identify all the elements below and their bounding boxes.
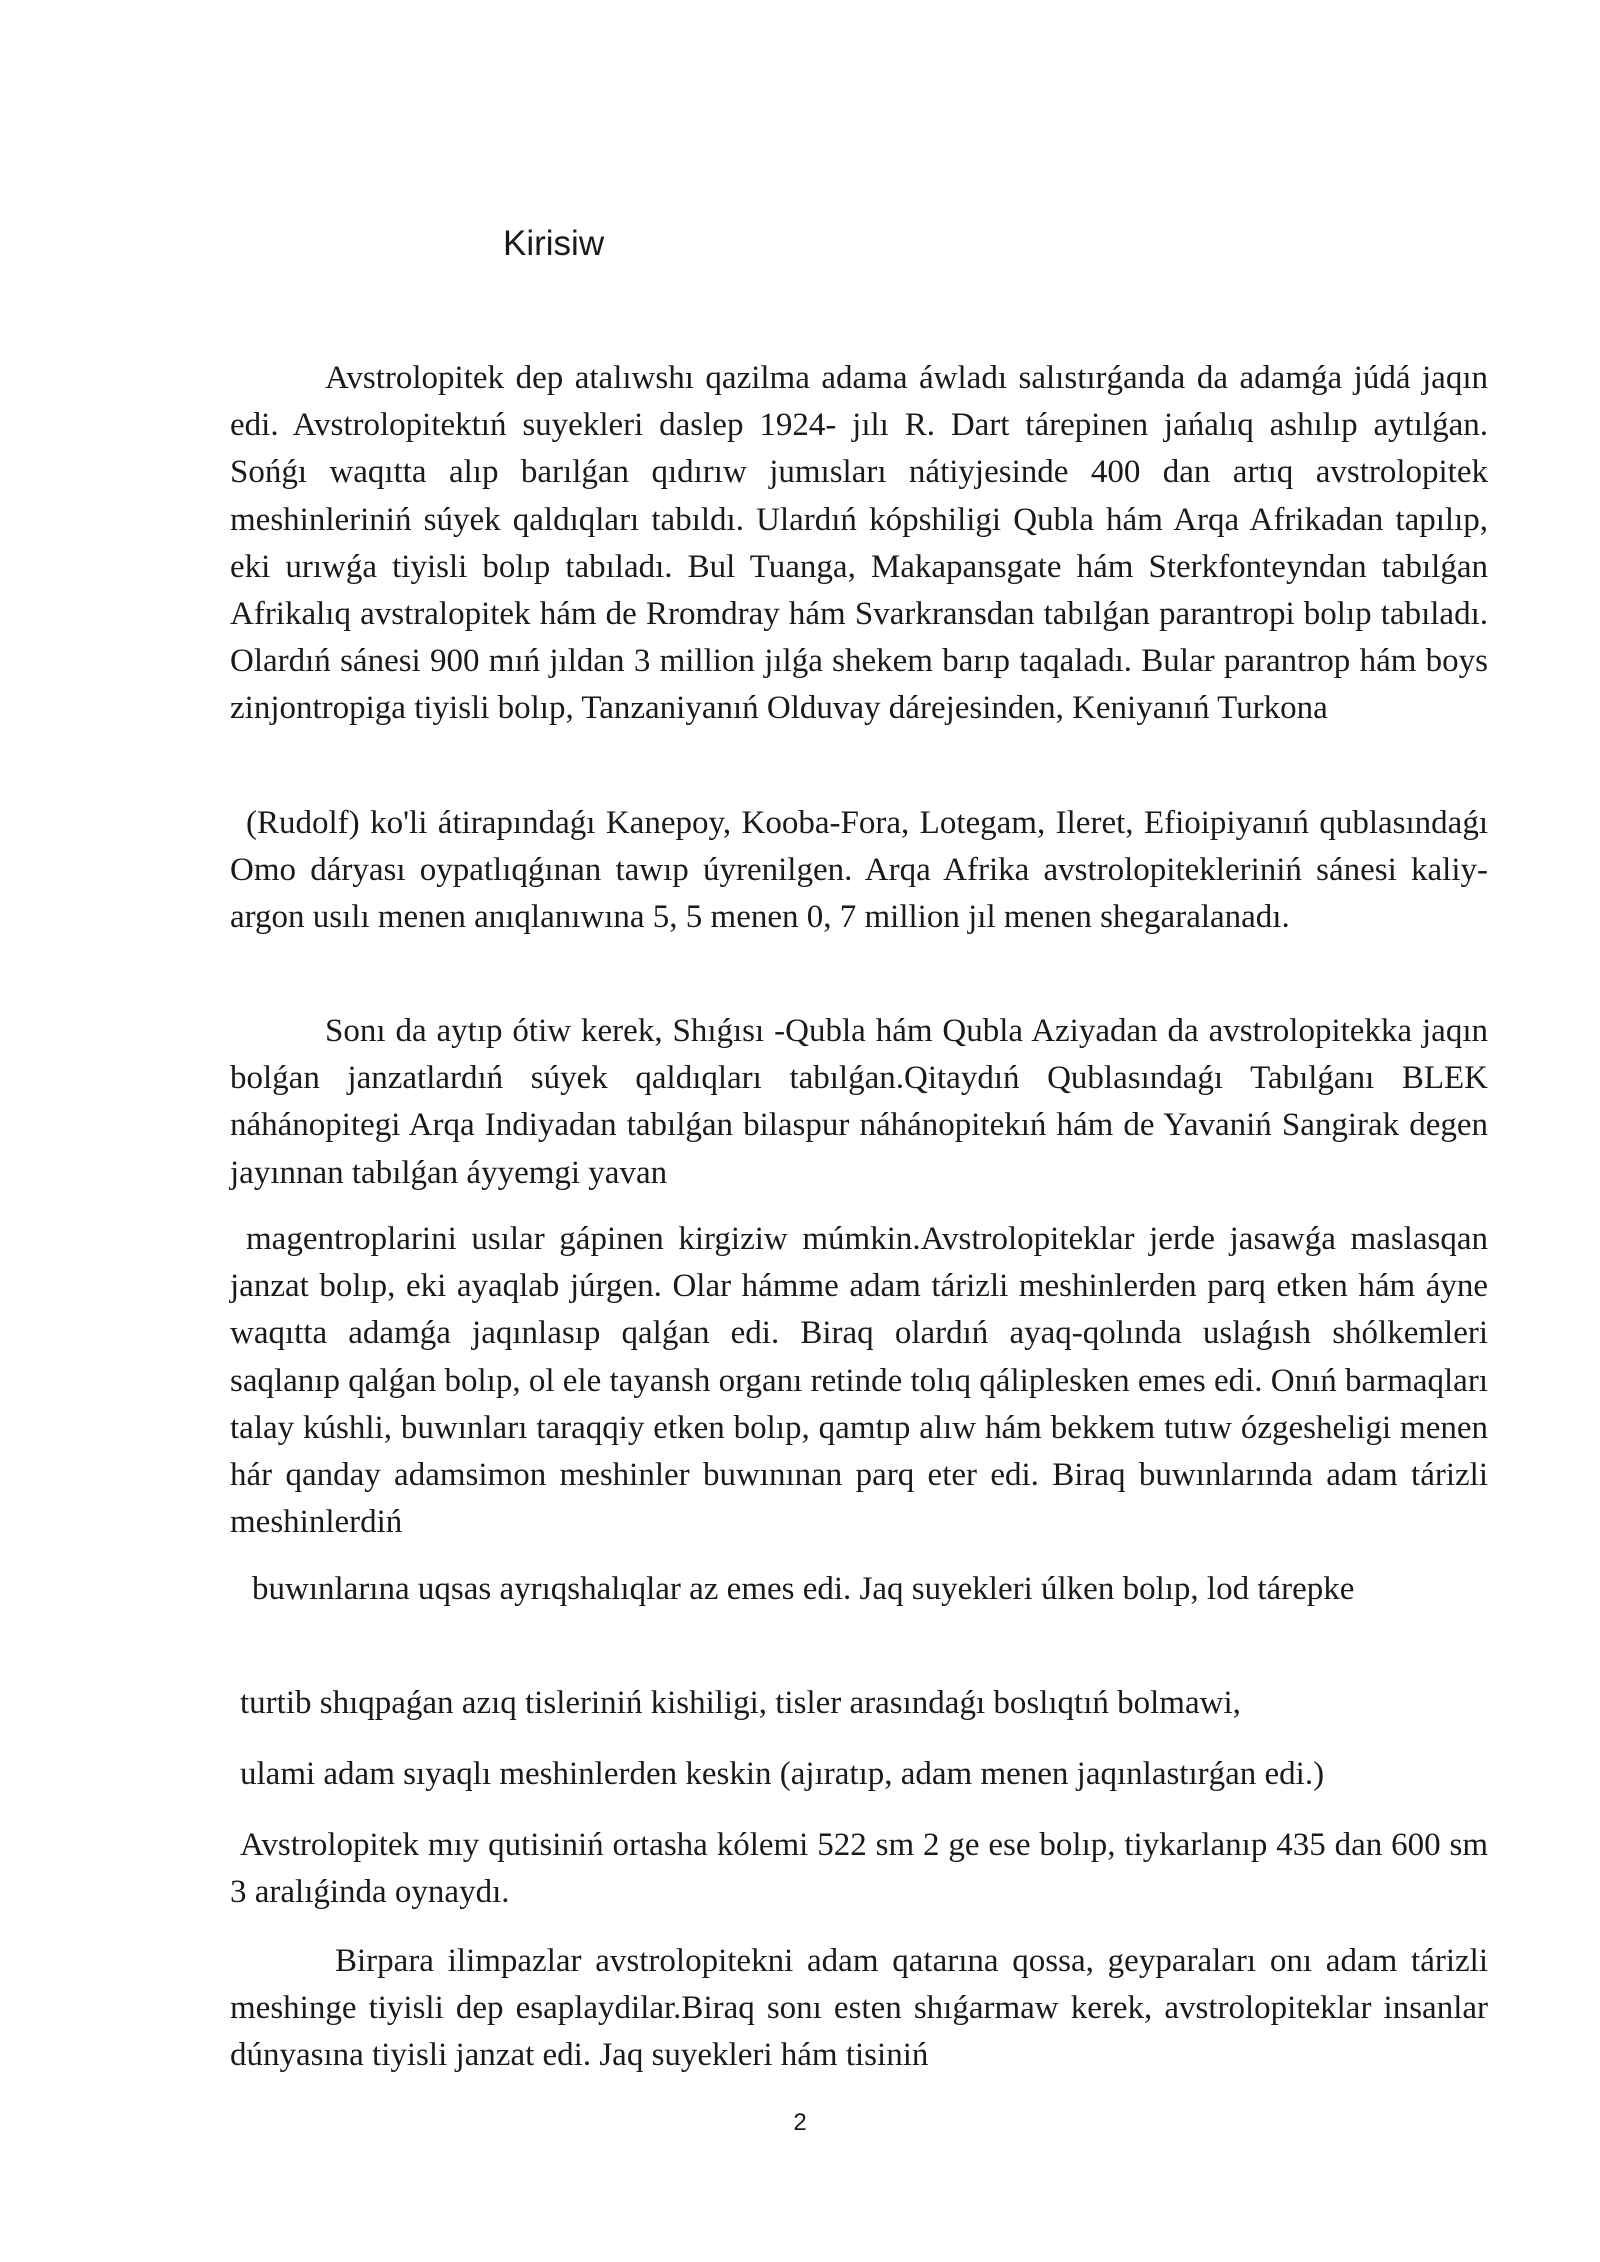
page-number: 2 xyxy=(793,2109,807,2136)
paragraph-1: Avstrolopitek dep atalıwshı qazilma adama áwladı salıstırǵanda da adamǵa júdá jaqın edi. Avstrolopitektıń suyekleri daslep 1924- jılı R. Dart tárepinen jańalıq ashılıp aytılǵan. Sońǵı waqıtta alıp barılǵan qıdırıw jumısları nátiyjesinde 400 dan artıq avstrolopitek meshinleriniń súyek qaldıqları tabıldı. Ulardıń kópshiligi Qubla hám Arqa Afrikadan tapılıp, eki urıwǵa tiyisli bolıp tabıladı. Bul Tuanga, Makapansgate hám Sterkfonteyndan tabılǵan Afrikalıq avstralopitek hám de Rromdray hám Svarkransdan tabılǵan parantropi bolıp tabıladı. Olardıń sánesi 900 mıń jıldan 3 million jılǵa shekem barıp taqaladı. Bular parantrop hám boys zinjontropiga tiyisli bolıp, Tanzaniyanıń Olduvay dárejesinden, Keniyanıń Turkona xyxy=(230,360,1488,727)
page-heading: Kirisiw xyxy=(503,224,605,263)
paragraph-4: magentroplarini usılar gápinen kirgiziw múmkin.Avstrolopiteklar jerde jasawǵa maslasqan janzat bolıp, eki ayaqlab júrgen. Olar hámme adam tárizli meshinlerden parq etken hám áyne waqıtta adamǵa jaqınlasıp qalǵan edi. Biraq olardıń ayaq-qolında uslaǵısh shólkemleri saqlanıp qalǵan bolıp, ol ele tayansh organı retinde tolıq qáliplesken emes edi. Onıń barmaqları talay kúshli, buwınları taraqqiy etken bolıp, qamtıp alıw hám bekkem tutıw ózgesheligi menen hár qanday adamsimon meshinler buwınınan parq eter edi. Biraq buwınlarında adam tárizli meshinlerdiń xyxy=(230,1221,1488,1541)
paragraph-5: buwınlarına uqsas ayrıqshalıqlar az emes edi. Jaq suyekleri úlken bolıp, lod tárepke xyxy=(252,1571,1355,1607)
paragraph-2: (Rudolf) ko'li átirapındaǵı Kanepoy, Kooba-Fora, Lotegam, Ileret, Efioipiyanıń qublasındaǵı Omo dáryası oypatlıqǵınan tawıp úyrenilgen. Arqa Afrika avstrolopitekleriniń sánesi kaliy-argon usılı menen anıqlanıwına 5, 5 menen 0, 7 million jıl menen shegaralanadı. xyxy=(230,805,1488,936)
paragraph-8: Avstrolopitek mıy qutisiniń ortasha kólemi 522 sm 2 ge ese bolıp, tiykarlanıp 435 dan 600 sm 3 aralıǵinda oynaydı. xyxy=(230,1827,1488,1911)
paragraph-9: Birpara ilimpazlar avstrolopitekni adam qatarına qossa, geyparaları onı adam tárizli meshinge tiyisli dep esaplaydilar.Biraq sonı esten shıǵarmaw kerek, avstrolopiteklar insanlar dúnyasına tiyisli janzat edi. Jaq suyekleri hám tisiniń xyxy=(230,1943,1488,2074)
paragraph-7: ulami adam sıyaqlı meshinlerden keskin (ajıratıp, adam menen jaqınlastırǵan edi.) xyxy=(240,1756,1325,1792)
paragraph-6: turtib shıqpaǵan azıq tisleriniń kishiligi, tisler arasındaǵı boslıqtıń bolmawi, xyxy=(240,1685,1241,1721)
paragraph-3: Sonı da aytıp ótiw kerek, Shıǵısı -Qubla hám Qubla Aziyadan da avstrolopitekka jaqın bolǵan janzatlardıń súyek qaldıqları tabılǵan.Qitaydıń Qublasındaǵı Tabılǵanı BLEK náhánopitegi Arqa Indiyadan tabılǵan bilaspur náhánopitekıń hám de Yavaniń Sangirak degen jayınnan tabılǵan áyyemgi yavan xyxy=(230,1013,1488,1191)
